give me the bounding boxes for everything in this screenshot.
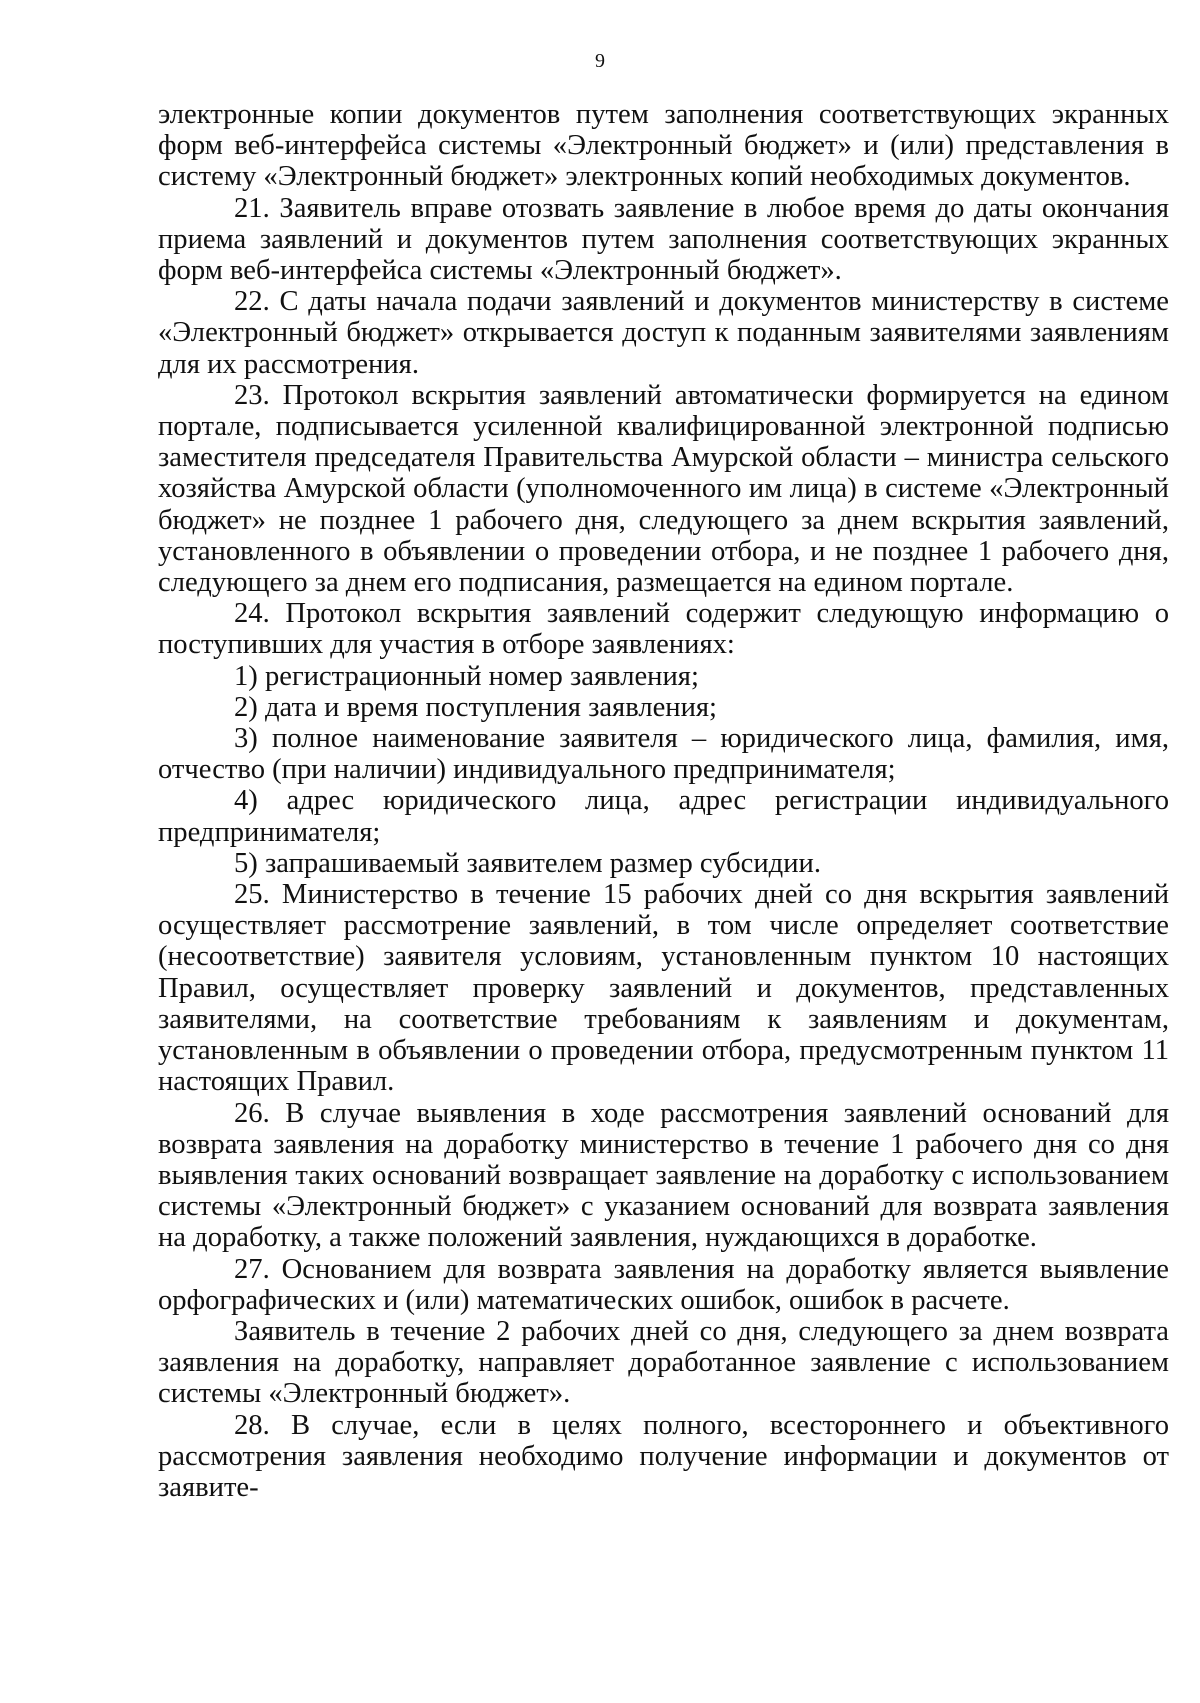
paragraph-26: 26. В случае выявления в ходе рассмотрения заявлений оснований для возврата заявления на доработку министерство в течение 1 рабочего дня со дня выявления таких оснований возвращает заявление на доработку с использованием системы «Электронный бюджет» с указанием оснований для возврата заявления на доработку, а также положений заявления, нуждающихся в доработке. [158, 1097, 1169, 1254]
list-item-5: 5) запрашиваемый заявителем размер субсидии. [234, 847, 821, 879]
paragraph-21: 21. Заявитель вправе отозвать заявление в любое время до даты окончания приема заявлений и документов путем заполнения соответствующих экранных форм веб-интерфейса системы «Электронный бюджет». [158, 192, 1169, 287]
list-item-4: 4) адрес юридического лица, адрес регистрации индивидуального предпринимателя; [158, 785, 1169, 848]
paragraph-27: 27. Основанием для возврата заявления на доработку является выявление орфографических и (или) математических ошибок, ошибок в расчете. [158, 1253, 1169, 1316]
document-body [158, 99, 1169, 1503]
paragraph-23: 23. Протокол вскрытия заявлений автоматически формируется на едином портале, подписывается усиленной квалифицированной электронной подписью заместителя председателя Правительства Амурской области – министра сельского хозяйства Амурской области (уполномоченного им лица) в системе «Электронный бюджет» не позднее 1 рабочего дня, следующего за днем вскрытия заявлений, установленного в объявлении о проведении отбора, и не позднее 1 рабочего дня, следующего за днем его подписания, размещается на едином портале. [158, 379, 1169, 599]
paragraph-25: 25. Министерство в течение 15 рабочих дней со дня вскрытия заявлений осуществляет рассмотрение заявлений, в том числе определяет соответствие (несоответствие) заявителя условиям, установленным пунктом 10 настоящих Правил, осуществляет проверку заявлений и документов, представленных заявителями, на соответствие требованиям к заявлениям и документам, установленным в объявлении о проведении отбора, предусмотренным пунктом 11 настоящих Правил. [158, 879, 1169, 1098]
paragraph-27-continuation: Заявитель в течение 2 рабочих дней со дня, следующего за днем возврата заявления на доработку, направляет доработанное заявление с использованием системы «Электронный бюджет». [158, 1315, 1169, 1410]
list-item-2: 2) дата и время поступления заявления; [234, 691, 717, 723]
page-number: 9 [595, 50, 605, 72]
list-item-3: 3) полное наименование заявителя – юридического лица, фамилия, имя, отчество (при наличии) индивидуального предпринимателя; [158, 723, 1169, 786]
paragraph-continuation: электронные копии документов путем заполнения соответствующих экранных форм веб-интерфейса системы «Электронный бюджет» и (или) представления в систему «Электронный бюджет» электронных копий необходимых документов. [158, 99, 1169, 193]
paragraph-28: 28. В случае, если в целях полного, всестороннего и объективного рассмотрения заявления необходимо получение информации и документов от заявите- [158, 1409, 1169, 1503]
paragraph-22: 22. С даты начала подачи заявлений и документов министерству в системе «Электронный бюджет» открывается доступ к поданным заявителями заявлениям для их рассмотрения. [158, 286, 1169, 380]
list-item-1: 1) регистрационный номер заявления; [234, 660, 699, 692]
paragraph-24: 24. Протокол вскрытия заявлений содержит следующую информацию о поступивших для участия в отборе заявлениях: [158, 598, 1169, 661]
